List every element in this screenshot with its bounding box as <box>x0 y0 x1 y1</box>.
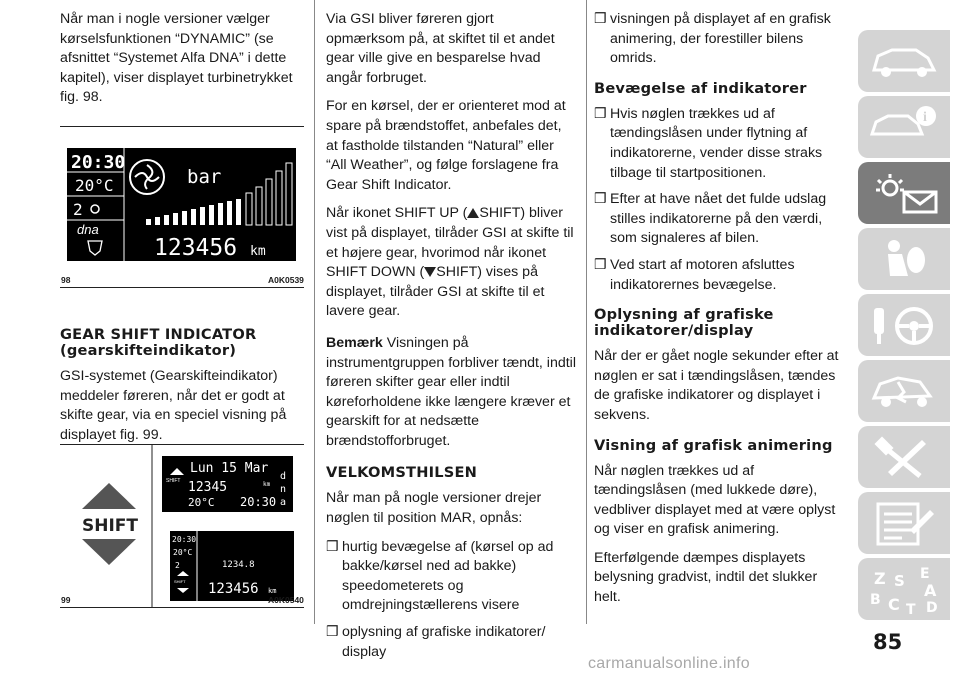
svg-text:C: C <box>888 595 900 614</box>
tab-specifications[interactable] <box>858 492 950 554</box>
svg-text:a: a <box>280 497 287 508</box>
fig99-odo: 12345 <box>188 480 228 495</box>
list-item: ❒ Hvis nøglen trækkes ud af tændingslåsen under flytning af indikatorerne, vender disse straks tilbage til startpositionen. <box>594 105 823 181</box>
svg-text:Z: Z <box>874 569 886 588</box>
info-icon <box>868 104 940 150</box>
tab-crash[interactable] <box>858 360 950 422</box>
airbag-icon <box>868 236 940 282</box>
list-item: ❒ visningen på displayet af en grafisk animering, der forestiller bilens omrids. <box>594 11 831 67</box>
turbo-display-image <box>60 127 304 287</box>
column-divider <box>314 0 315 624</box>
indicator-lighting-heading: Oplysning af grafiske indikatorer/display <box>594 306 774 340</box>
tools-icon <box>868 434 940 480</box>
figure-number: 98 <box>61 275 71 285</box>
warning-lights-icon <box>868 170 940 216</box>
svg-text:T: T <box>906 602 916 616</box>
fig98-km-unit: km <box>250 244 266 259</box>
column-divider <box>586 0 587 624</box>
svg-text:d: d <box>280 471 287 482</box>
tab-airbag[interactable] <box>858 228 950 290</box>
crash-icon <box>868 368 940 414</box>
column-1 <box>60 10 304 117</box>
indicator-movement-heading: Bevægelse af indikatorer <box>594 79 807 97</box>
svg-text:SHIFT: SHIFT <box>166 478 181 484</box>
tab-index[interactable] <box>858 558 950 620</box>
figure-98 <box>60 126 304 288</box>
gsi-mode-paragraph: For en kørsel, der er orienteret mod at spare på brændstoffet, anbefales det, at fastholde tilstanden “Natural” eller “All Weather”, og følge forslagene fra Gear Shift Indicator. <box>326 98 566 193</box>
figure-99 <box>60 444 304 608</box>
key-steering-icon <box>868 302 940 348</box>
tab-car[interactable] <box>858 30 950 92</box>
tab-tools[interactable] <box>858 426 950 488</box>
list-item: ❒ oplysning af grafiske indikatorer/ display <box>326 624 546 660</box>
svg-text:S: S <box>894 572 905 590</box>
gsi-paragraph: GSI-systemet (Gearskifteindikator) meddeler føreren, når det er godt at skifte gear, via en speciel visning på displayet fig. 99. <box>60 368 287 443</box>
column-2 <box>326 10 576 669</box>
spec-icon <box>868 500 940 546</box>
svg-text:2: 2 <box>175 561 180 570</box>
fig99-time: 20:30 <box>240 495 277 509</box>
car-icon <box>868 38 940 84</box>
shift-down-icon <box>424 266 436 278</box>
svg-text:20:30: 20:30 <box>172 535 197 544</box>
fig99-shift: SHIFT <box>82 516 139 536</box>
svg-text:i: i <box>923 110 927 125</box>
column-3 <box>594 10 842 617</box>
tab-info[interactable] <box>858 96 950 158</box>
figure-code: A0K0539 <box>268 275 304 285</box>
dimming-paragraph: Efterfølgende dæmpes displayets belysning gradvist, indtil det slukker helt. <box>594 549 818 606</box>
gsi-shift-paragraph: Når ikonet SHIFT UP ( SHIFT) bliver vist på displayet, tilråder GSI at skifte til et højere gear, hvorimod når ikonet SHIFT DOWN ( SHIFT) vises på displayet, tilråder GSI at skifte til et lavere gear. <box>326 205 574 320</box>
fig98-dna: dna <box>77 222 99 237</box>
svg-text:B: B <box>870 592 881 608</box>
fig98-temp: 20°C <box>75 176 114 195</box>
animation-heading: Visning af grafisk animering <box>594 436 833 454</box>
intro-paragraph: Når man i nogle versioner vælger kørselsfunktionen “DYNAMIC” (se afsnittet “Systemet Alfa DNA” i dette kapitel), viser displayet turbinetrykket fig. 98. <box>60 11 293 106</box>
gsi-section <box>60 321 304 454</box>
list-item: ❒ Efter at have nået det fulde udslag stilles indikatorerne på den værdi, som signaleres af bilen. <box>594 191 827 247</box>
svg-text:km: km <box>268 587 277 595</box>
fig98-gear: 2 <box>73 200 83 219</box>
list-item: ❒ Ved start af motoren afsluttes indikatorernes bevægelse. <box>594 256 795 293</box>
welcome-heading: VELKOMSTHILSEN <box>326 464 478 482</box>
svg-text:SHIFT: SHIFT <box>174 579 186 584</box>
fig98-km: 123456 <box>154 235 238 261</box>
gsi-saving-paragraph: Via GSI bliver føreren gjort opmærksom på, at skiftet til et andet gear ville give en besparelse hvad angår forbruget. <box>326 11 555 86</box>
fig99-temp: 20°C <box>188 496 215 509</box>
shift-up-arrow-icon <box>82 483 136 509</box>
gsi-heading: GEAR SHIFT INDICATOR (gearskifteindikator) <box>60 326 257 359</box>
note-label: Bemærk <box>326 334 383 351</box>
note-paragraph: Bemærk Visningen på instrumentgruppen forbliver tændt, indtil føreren skifter gear eller indtil køreforholdene ikke længere kræver et gearskift for at nedsætte brændstofforbruget. <box>326 334 576 449</box>
svg-text:20°C: 20°C <box>173 548 193 557</box>
animation-paragraph: Når nøglen trækkes ud af tændingslåsen (med lukkede døre), vedbliver displayet med at være oplyst og viser en grafisk animering. <box>594 462 836 538</box>
fig98-unit: bar <box>187 166 222 188</box>
svg-text:n: n <box>280 484 287 495</box>
lighting-paragraph: Når der er gået nogle sekunder efter at nøglen er sat i tændingslåsen, tændes de grafiske indikatorer og displayet i sekvens. <box>594 348 839 423</box>
watermark: carmanualsonline.info <box>588 655 750 672</box>
svg-text:E: E <box>920 566 930 582</box>
index-icon <box>868 566 944 616</box>
shift-up-icon <box>467 207 479 219</box>
fig99-km: 123456 <box>208 581 259 597</box>
page-number: 85 <box>873 630 903 654</box>
shift-display-image <box>60 445 304 607</box>
svg-text:D: D <box>926 600 938 616</box>
shift-down-arrow-icon <box>82 539 136 565</box>
list-item: ❒ hurtig bevægelse af (kørsel op ad bakke/kørsel ned ad bakke) speedometerets og omdrejningstællerens visere <box>326 538 554 614</box>
figure-number: 99 <box>61 595 71 605</box>
welcome-paragraph: Når man på nogle versioner drejer nøglen til position MAR, opnås: <box>326 490 542 527</box>
tab-key-steering[interactable] <box>858 294 950 356</box>
fig99-trip: 1234.8 <box>222 560 255 570</box>
fig98-time: 20:30 <box>71 152 126 173</box>
svg-text:A: A <box>924 581 937 600</box>
figure-code: A0K0540 <box>268 595 304 605</box>
tab-warning-lights[interactable] <box>858 162 950 224</box>
fig99-date: Lun 15 Mar <box>190 461 269 476</box>
fig99-odo-unit: km <box>263 481 271 488</box>
